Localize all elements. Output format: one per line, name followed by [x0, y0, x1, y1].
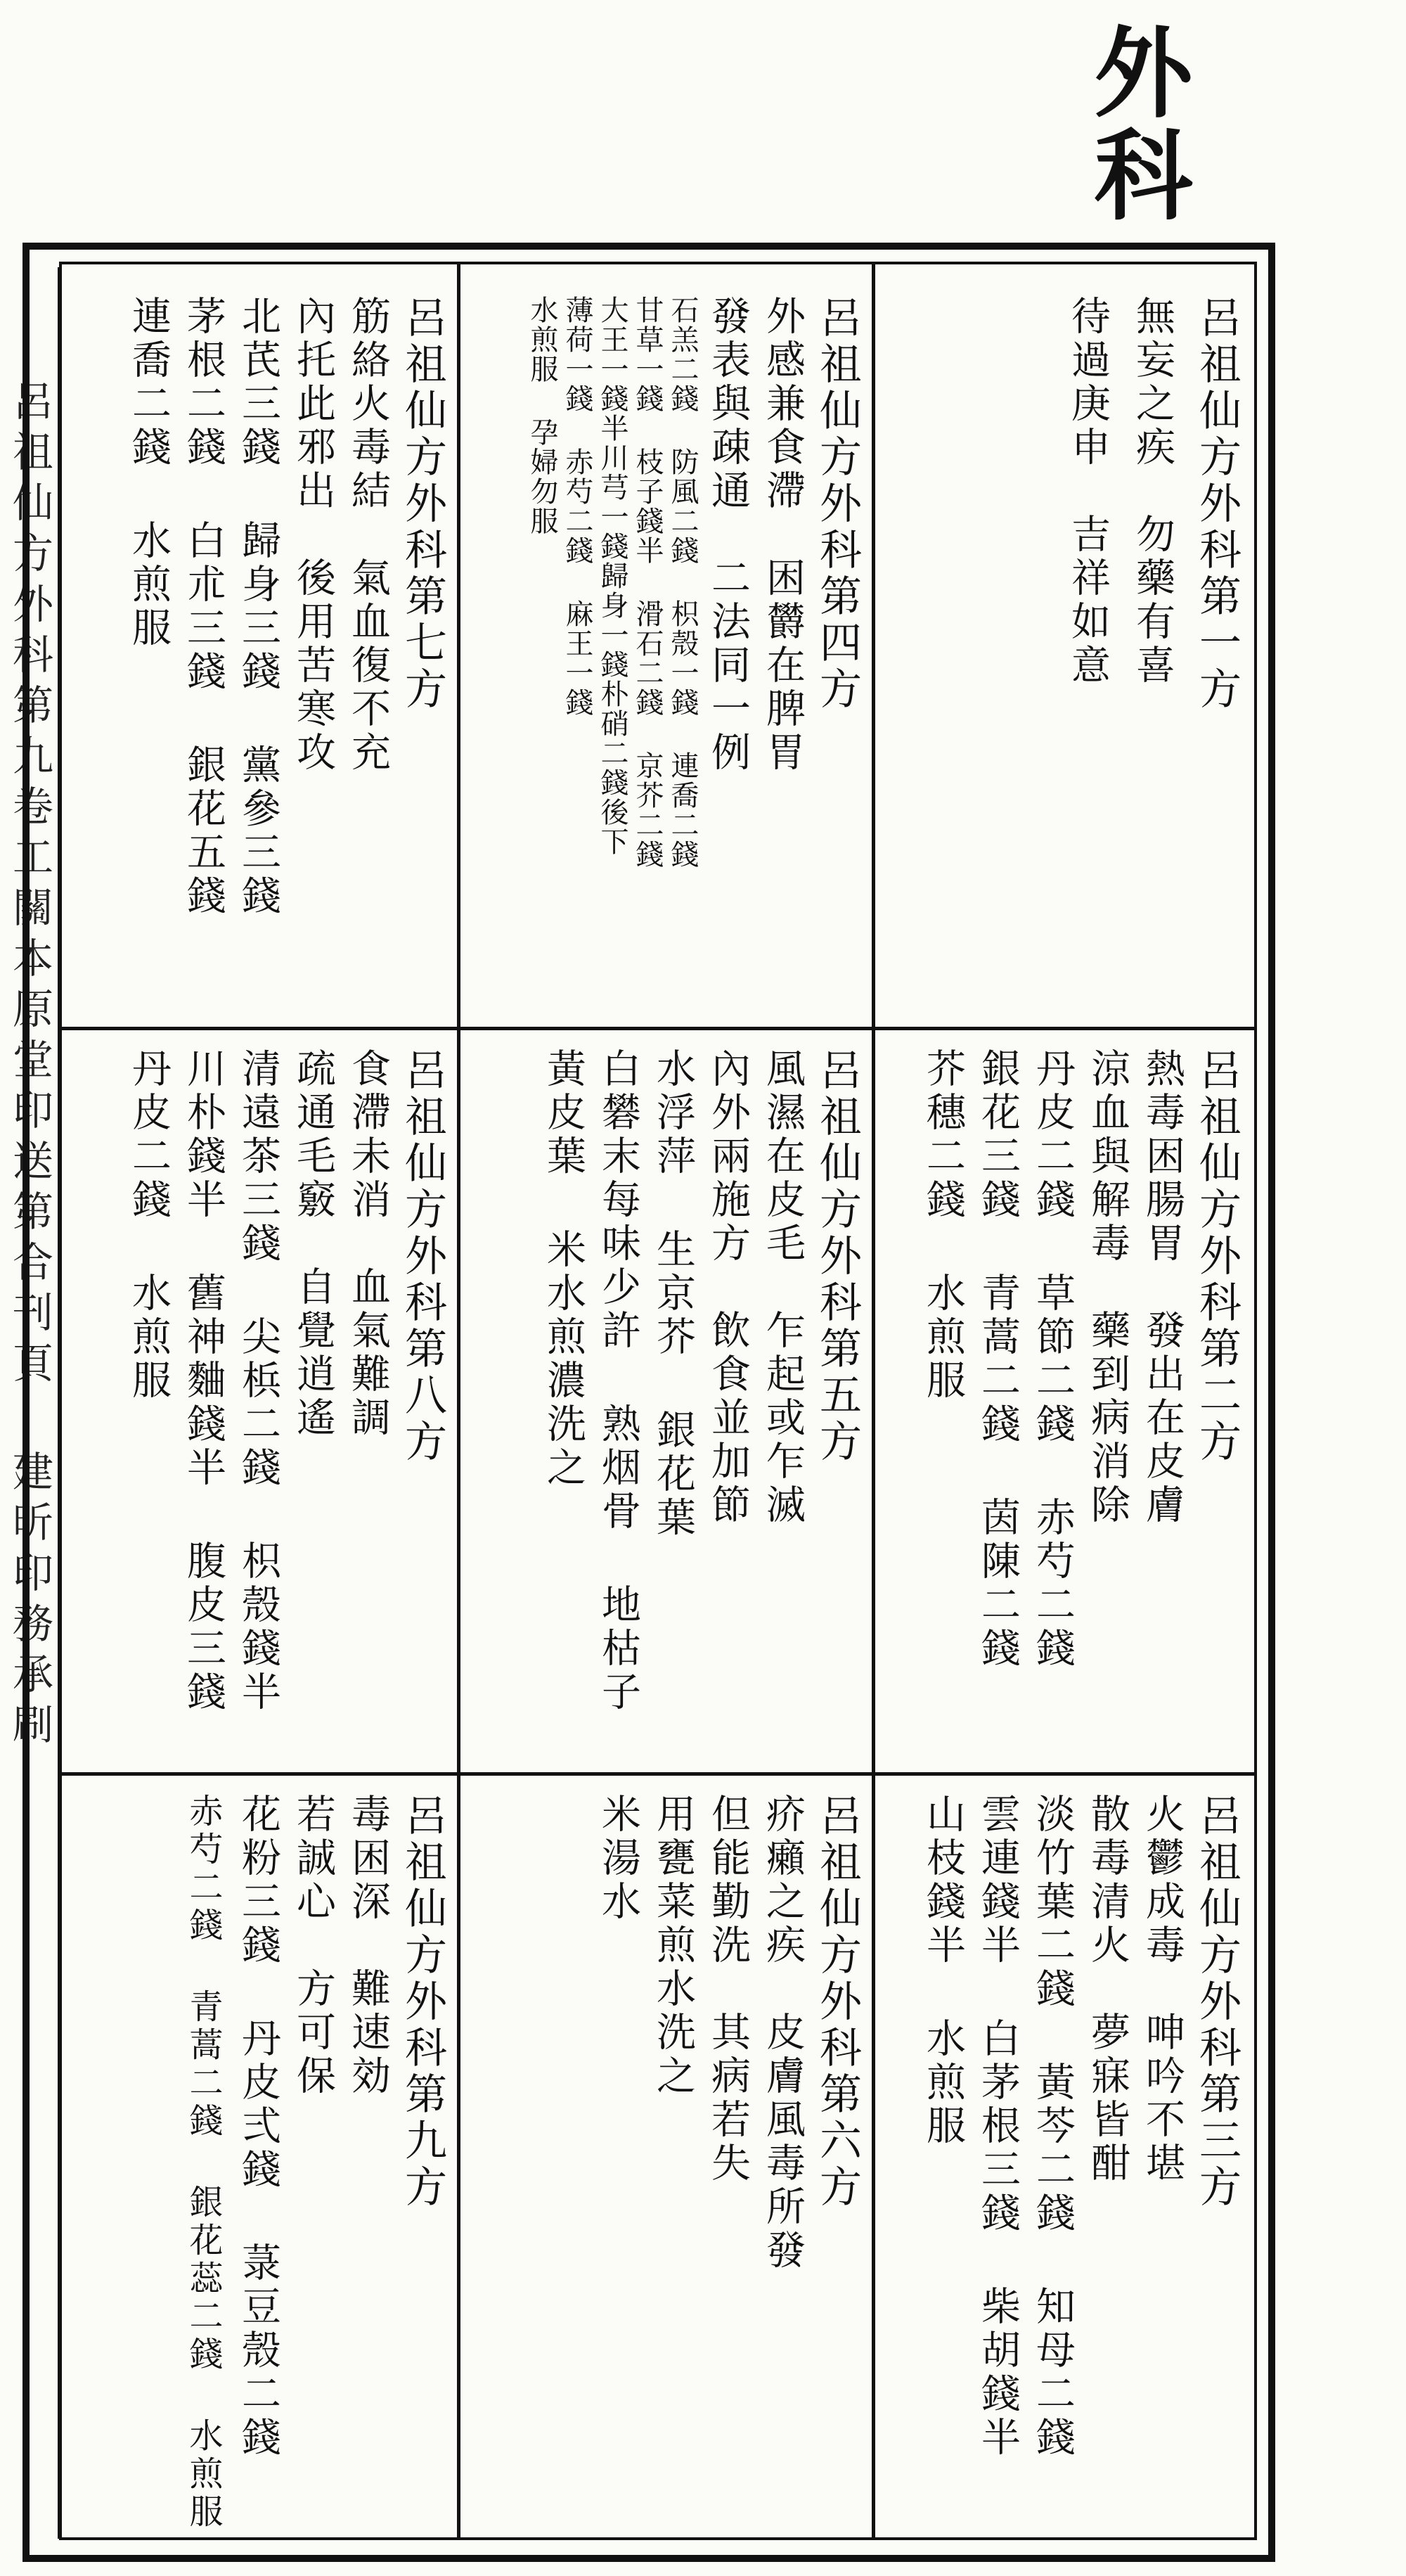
prescription-line: 筋絡火毒結 氣血復不充 [345, 295, 391, 775]
prescription-9 [70, 1793, 450, 2532]
page-heading: 外科 [1078, 21, 1193, 226]
prescription-line: 清遠茶三錢 尖梹二錢 枳殼錢半 [236, 1048, 281, 1715]
prescription-line: 若誠心 方可保 [290, 1793, 336, 2098]
prescription-title: 呂祖仙方外科第八方 [398, 1048, 447, 1466]
prescription-line: 毒困深 難速効 [345, 1793, 391, 2098]
prescription-line: 火鬱成毒 呻吟不堪 [1140, 1793, 1185, 2186]
prescription-1 [879, 295, 1244, 1013]
prescription-line: 熱毒困腸胃 發出在皮膚 [1140, 1048, 1185, 1527]
prescription-4 [464, 295, 865, 1013]
prescription-line: 食滯未消 血氣難調 [345, 1048, 391, 1440]
prescription-title: 呂祖仙方外科第五方 [813, 1048, 862, 1466]
prescription-line: 山枝錢半 水煎服 [920, 1793, 966, 2148]
prescription-line: 水浮萍 生京芥 銀花葉 [650, 1048, 696, 1540]
prescription-line: 待過庚申 吉祥如意 [1065, 295, 1111, 688]
prescription-3 [879, 1793, 1244, 2525]
prescription-line: 米湯水 [595, 1793, 641, 1924]
prescription-line: 丹皮二錢 草節二錢 赤芍二錢 [1030, 1048, 1076, 1671]
prescription-line: 疥癩之疾 皮膚風毒所發 [760, 1793, 806, 2273]
prescription-line: 銀花三錢 青蒿二錢 茵陳二錢 [975, 1048, 1021, 1671]
herb-line: 大王一錢半川芎一錢歸身一錢朴硝二錢後下 [596, 295, 628, 857]
row-divider [59, 1027, 1257, 1030]
prescription-title: 呂祖仙方外科第三方 [1192, 1793, 1241, 2211]
prescription-line: 淡竹葉二錢 黃芩二錢 知母二錢 [1030, 1793, 1076, 2460]
prescription-line: 花粉三錢 丹皮弍錢 菉豆殼二錢 [236, 1793, 281, 2460]
prescription-line: 丹皮二錢 水煎服 [126, 1048, 172, 1403]
prescription-title: 呂祖仙方外科第二方 [1192, 1048, 1241, 1466]
prescription-line: 白礬末每味少許 熟烟骨 地枯子 [595, 1048, 641, 1715]
prescription-line: 但能勤洗 其病若失 [705, 1793, 751, 2186]
prescription-line: 北芪三錢 歸身三錢 黨參三錢 [236, 295, 281, 918]
prescription-6 [464, 1793, 865, 2525]
prescription-line: 內外兩施方 飲食並加節 [705, 1048, 751, 1527]
column-divider [872, 262, 875, 2540]
prescription-line: 茅根二錢 白朮三錢 銀花五錢 [181, 295, 226, 918]
prescription-title: 呂祖仙方外科第七方 [398, 295, 447, 713]
prescription-line: 內托此邪出 後用苦寒攻 [290, 295, 336, 775]
prescription-8 [70, 1048, 450, 1758]
prescription-line: 發表與疎通 二法同一例 [705, 295, 751, 775]
prescription-line: 疏通毛竅 自覺逍遙 [290, 1048, 336, 1440]
prescription-line: 雲連錢半 白茅根三錢 柴胡錢半 [975, 1793, 1021, 2460]
prescription-line: 用甕菜煎水洗之 [650, 1793, 696, 2098]
prescription-line: 川朴錢半 舊神麯錢半 腹皮三錢 [181, 1048, 226, 1715]
row-divider [59, 1772, 1257, 1776]
prescription-line: 芥穗二錢 水煎服 [920, 1048, 966, 1403]
prescription-title: 呂祖仙方外科第九方 [398, 1793, 447, 2211]
prescription-title: 呂祖仙方外科第六方 [813, 1793, 862, 2211]
column-divider [457, 262, 460, 2540]
prescription-5 [464, 1048, 865, 1758]
herb-line: 薄荷一錢 赤芍二錢 麻王一錢 [561, 295, 593, 717]
herb-line: 石羔二錢 防風二錢 枳殼一錢 連喬二錢 [666, 295, 699, 869]
prescription-line: 涼血與解毒 藥到病消除 [1085, 1048, 1130, 1527]
herb-line: 甘草一錢 枝子錢半 滑石二錢 京芥二錢 [631, 295, 664, 869]
prescription-line: 風濕在皮毛 乍起或乍滅 [760, 1048, 806, 1527]
prescription-line: 無妄之疾 勿藥有喜 [1130, 295, 1175, 688]
prescription-title: 呂祖仙方外科第一方 [1192, 295, 1241, 713]
spine-text: 呂祖仙方外科第九卷工關本原堂印送第合刊頁 建昕印務承刷 [6, 380, 53, 1754]
prescription-line: 外感兼食滯 困欝在脾胃 [760, 295, 806, 775]
prescription-line: 散毒清火 夢寐皆酣 [1085, 1793, 1130, 2186]
prescription-line: 赤芍二錢 青蒿二錢 銀花蕊二錢 水煎服 [183, 1793, 223, 2532]
prescription-7 [70, 295, 450, 1013]
prescription-2 [879, 1048, 1244, 1758]
prescription-line: 連喬二錢 水煎服 [126, 295, 172, 651]
herb-line: 水煎服 孕婦勿服 [526, 295, 558, 536]
prescription-title: 呂祖仙方外科第四方 [813, 295, 862, 713]
prescription-line: 黃皮葉 米水煎濃洗之 [541, 1048, 586, 1490]
